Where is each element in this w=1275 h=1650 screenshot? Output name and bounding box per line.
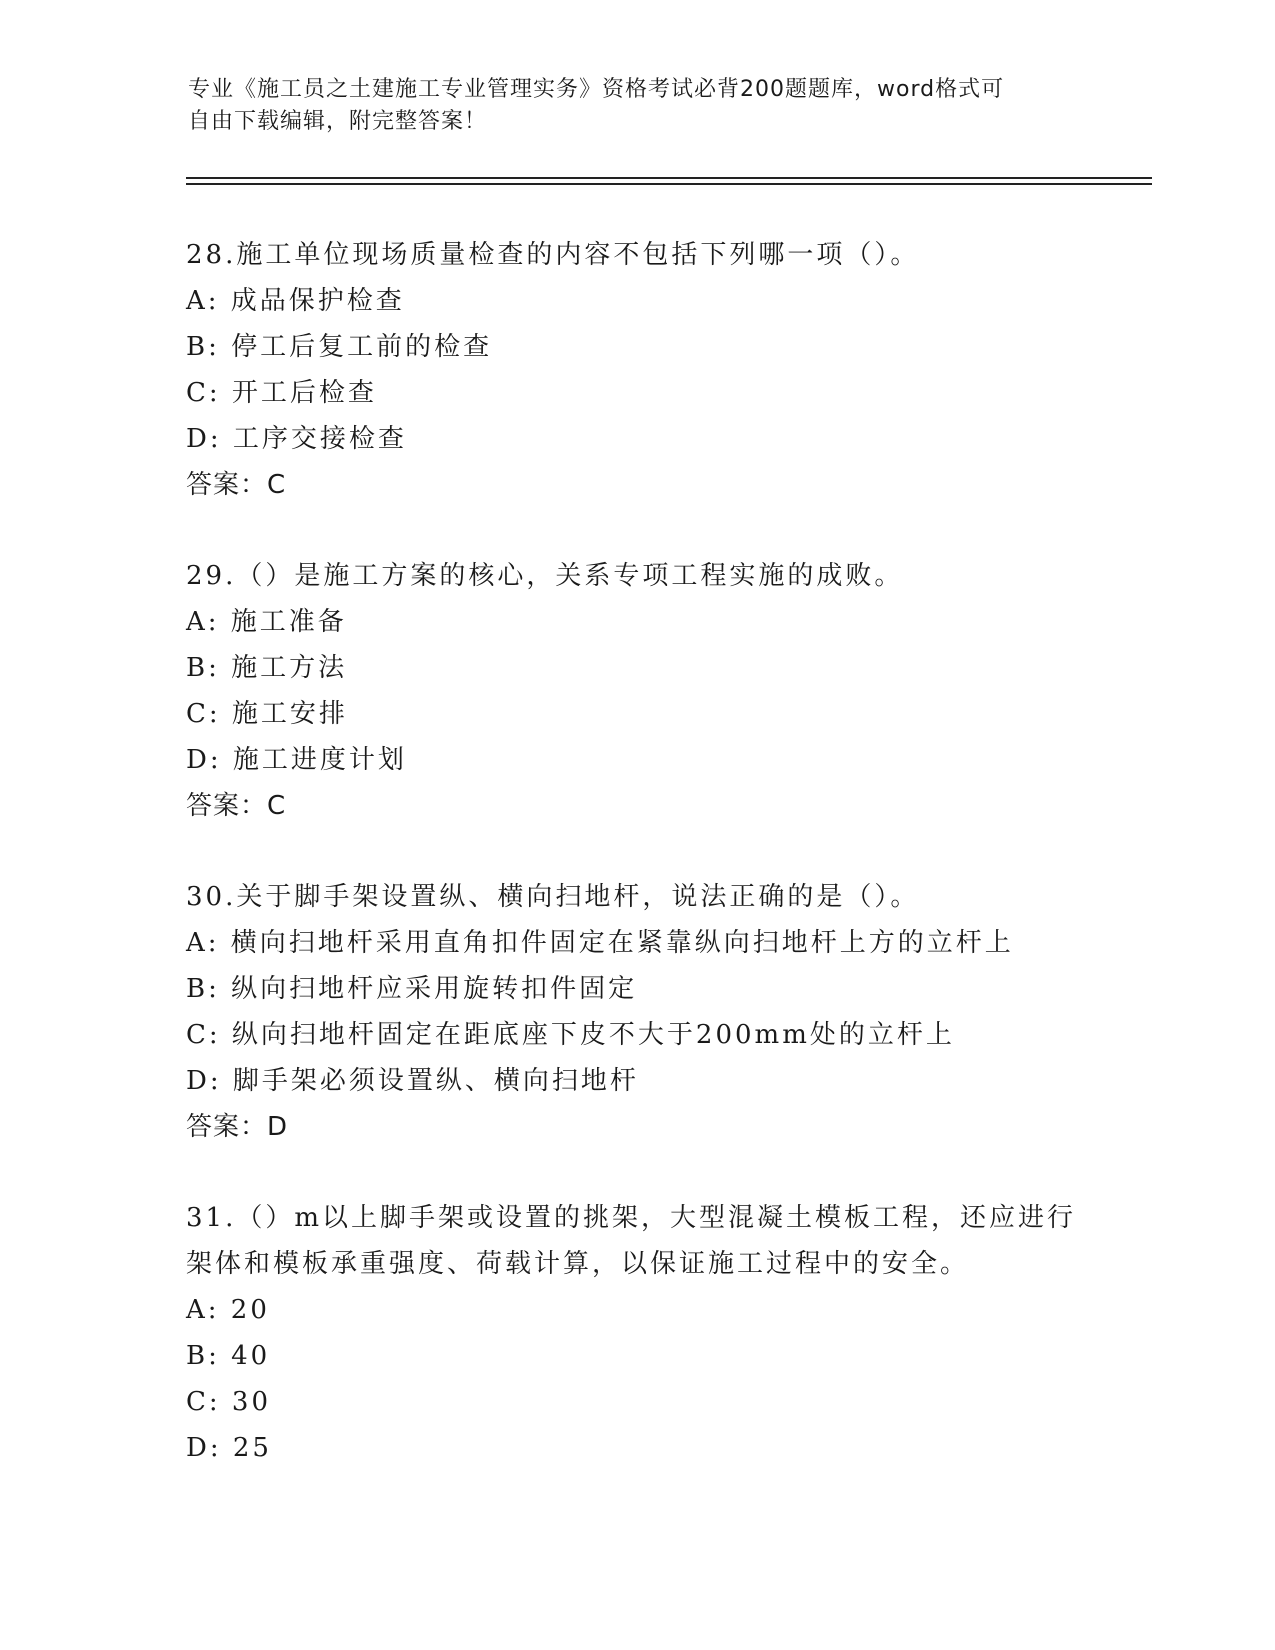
header-line-1: 专业《施工员之土建施工专业管理实务》资格考试必背200题题库，word格式可 [188,77,1005,102]
header-divider-bottom [186,183,1152,185]
question-28 [186,232,1086,508]
question-stem-line-1: 31.（）m以上脚手架或设置的挑架，大型混凝土模板工程，还应进行 [186,1203,1077,1233]
question-stem: 29.（）是施工方案的核心，关系专项工程实施的成败。 [186,561,904,591]
option-a: A: 施工准备 [186,607,347,637]
header-line-2: 自由下载编辑，附完整答案！ [188,109,488,134]
answer: 答案：D [186,1112,289,1142]
question-stem-line-2: 架体和模板承重强度、荷载计算，以保证施工过程中的安全。 [186,1249,970,1279]
option-b: B: 纵向扫地杆应采用旋转扣件固定 [186,974,638,1004]
answer: 答案：C [186,791,287,821]
option-d: D: 工序交接检查 [186,424,407,454]
option-c: C: 纵向扫地杆固定在距底座下皮不大于200mm处的立杆上 [186,1020,955,1050]
question-stem: 28.施工单位现场质量检查的内容不包括下列哪一项（）。 [186,240,920,270]
document-header [188,74,1088,138]
option-c: C: 30 [186,1387,272,1417]
option-b: B: 停工后复工前的检查 [186,332,493,362]
option-d: D: 脚手架必须设置纵、横向扫地杆 [186,1066,639,1096]
question-31 [186,1195,1086,1471]
question-stem: 30.关于脚手架设置纵、横向扫地杆，说法正确的是（）。 [186,882,920,912]
option-b: B: 施工方法 [186,653,348,683]
option-a: A: 成品保护检查 [186,286,405,316]
option-d: D: 施工进度计划 [186,745,407,775]
question-30 [186,874,1086,1150]
option-d: D: 25 [186,1433,272,1463]
option-a: A: 横向扫地杆采用直角扣件固定在紧靠纵向扫地杆上方的立杆上 [186,928,1014,958]
option-c: C: 施工安排 [186,699,348,729]
question-29 [186,553,1086,829]
header-divider-top [186,177,1152,179]
option-b: B: 40 [186,1341,271,1371]
option-c: C: 开工后检查 [186,378,377,408]
answer: 答案：C [186,470,287,500]
option-a: A: 20 [186,1295,270,1325]
